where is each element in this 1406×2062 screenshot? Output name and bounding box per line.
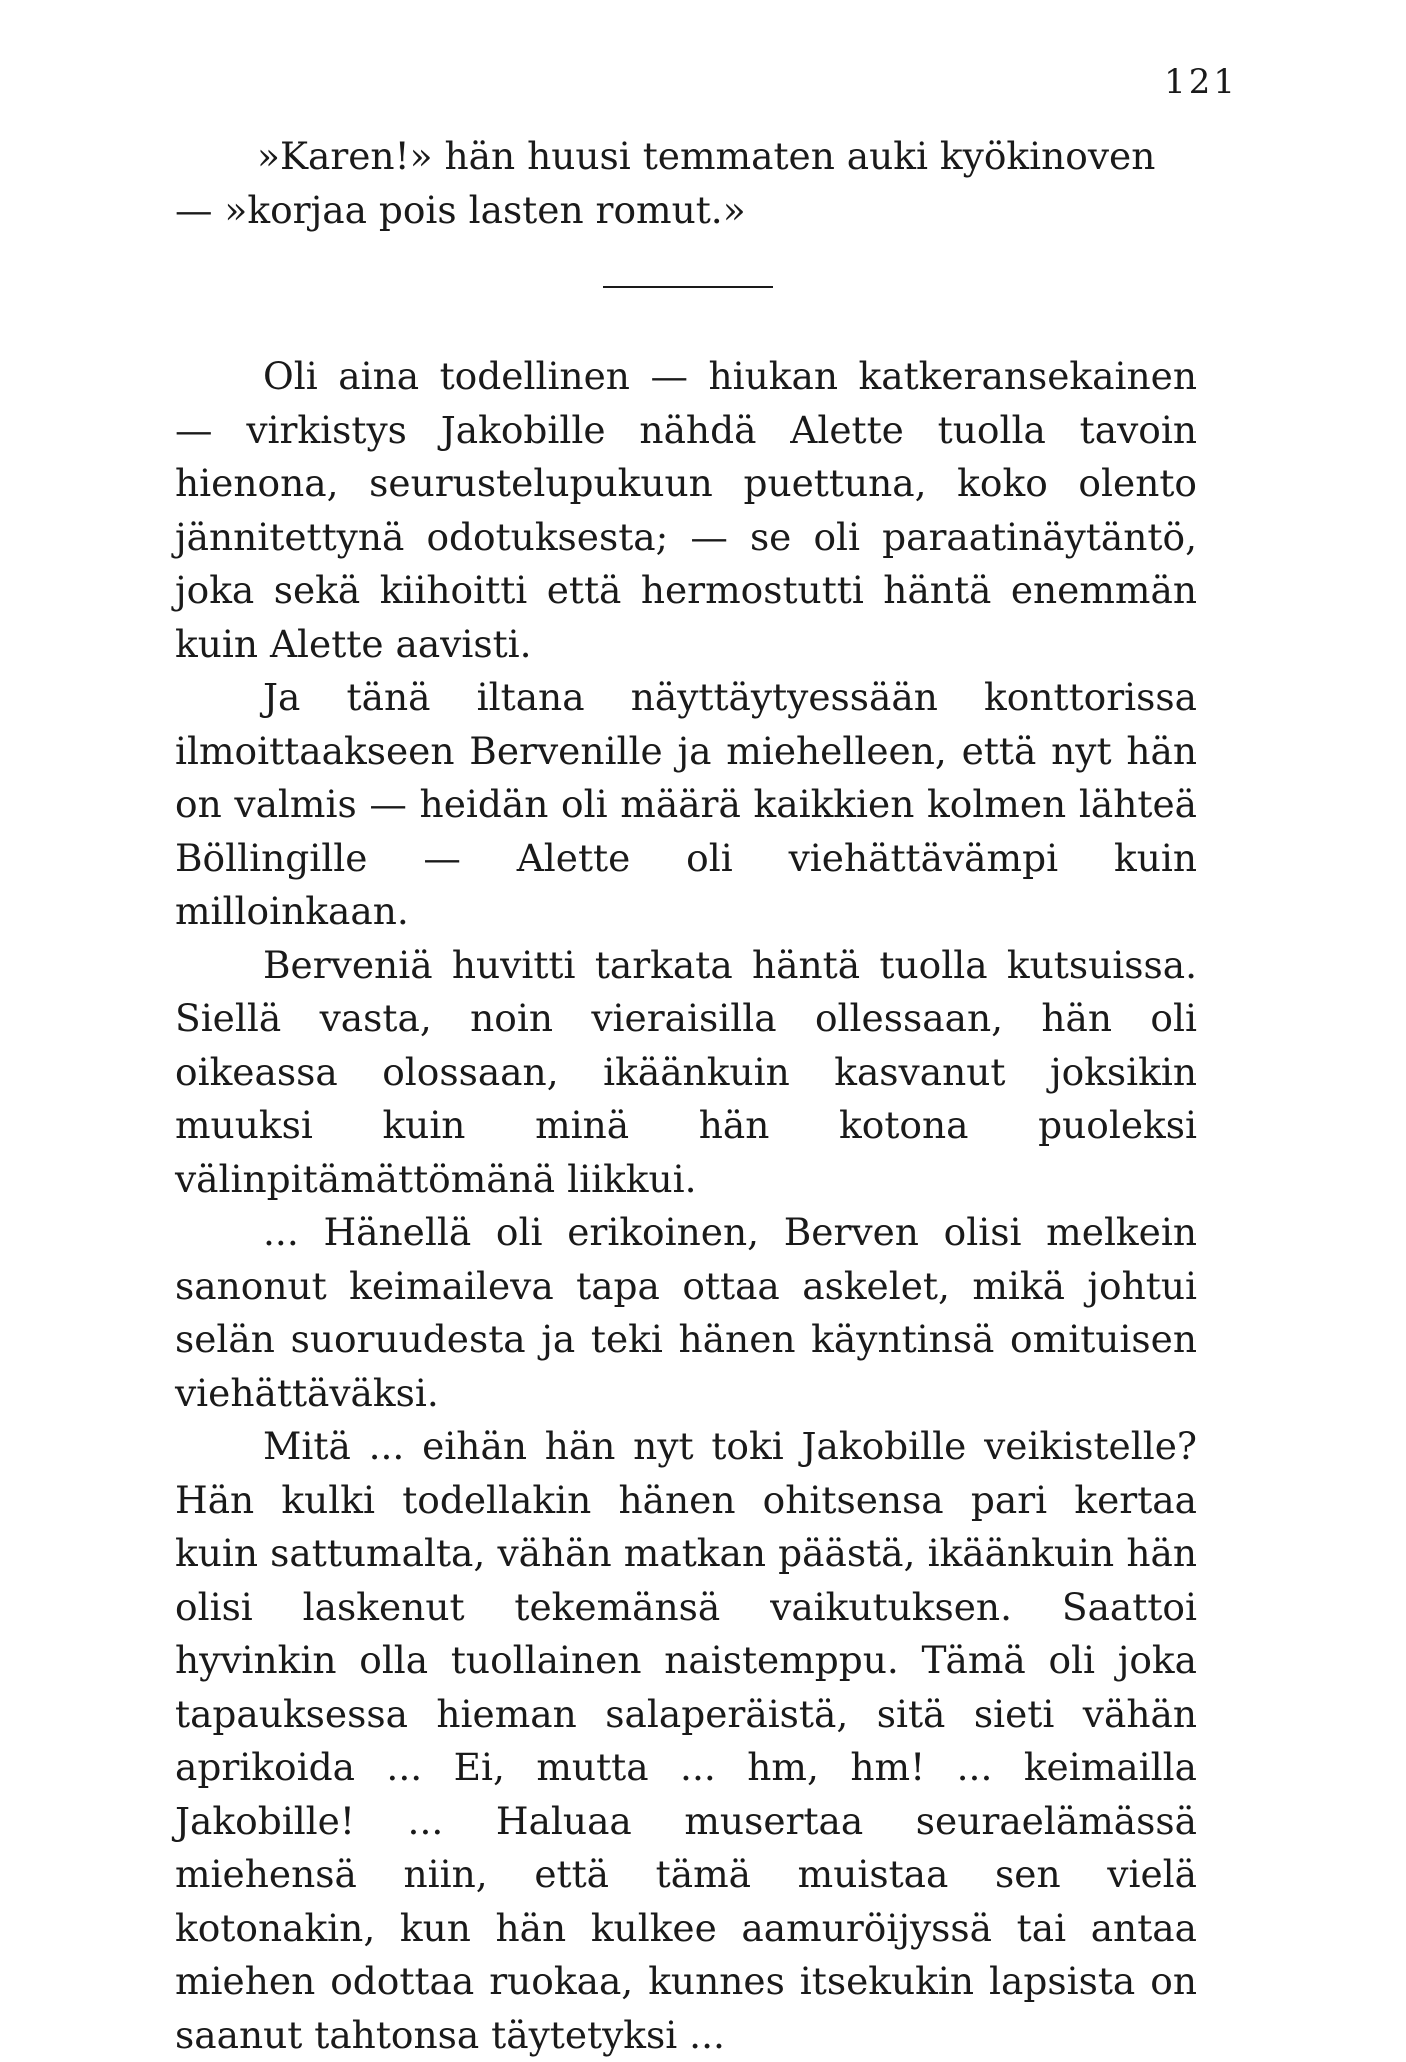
body-text (175, 350, 1197, 2062)
section-divider (603, 286, 773, 288)
paragraph: Mitä ... eihän hän nyt toki Jakobille veikistelle? Hän kulki todellakin hänen ohitsensa pari kertaa kuin sattumalta, vähän matkan päästä, ikäänkuin hän olisi laskenut tekemänsä vaikutuksen. Saattoi hyvinkin olla tuollainen naistemppu. Tämä oli joka tapauksessa hieman salaperäistä, sitä sieti vähän aprikoida ... Ei, mutta ... hm, hm! ... keimailla Jakobille! ... Haluaa musertaa seuraelämässä miehensä niin, että tämä muistaa sen vielä kotonakin, kun hän kulkee aamuröijyssä tai antaa miehen odottaa ruokaa, kunnes itsekukin lapsista on saanut tahtonsa täytetyksi ... (175, 1424, 1197, 2057)
intro-line-1: »Karen!» hän huusi temmaten auki kyökinoven (257, 134, 1156, 178)
paragraph: Oli aina todellinen — hiukan katkeransekainen — virkistys Jakobille nähdä Alette tuolla tavoin hienona, seurustelupukuun puettuna, koko olento jännitettynä odotuksesta; — se oli paraatinäytäntö, joka sekä kiihoitti että hermostutti häntä enemmän kuin Alette aavisti. (175, 354, 1197, 666)
paragraph: Berveniä huvitti tarkata häntä tuolla kutsuissa. Siellä vasta, noin vieraisilla ollessaan, hän oli oikeassa olossaan, ikäänkuin kasvanut joksikin muuksi kuin minä hän kotona puoleksi välinpitämättömänä liikkui. (175, 942, 1197, 1201)
paragraph: Ja tänä iltana näyttäytyessään konttorissa ilmoittaakseen Bervenille ja miehelleen, että nyt hän on valmis — heidän oli määrä kaikkien kolmen lähteä Böllingille — Alette oli viehättävämpi kuin milloinkaan. (175, 675, 1197, 933)
intro-line-2: — »korjaa pois lasten romut.» (175, 187, 746, 232)
intro-dialogue (175, 130, 1197, 237)
page-number: 121 (1164, 62, 1238, 102)
paragraph: ... Hänellä oli erikoinen, Berven olisi melkein sanonut keimaileva tapa ottaa askelet, mikä johtui selän suoruudesta ja teki hänen käyntinsä omituisen viehättäväksi. (175, 1210, 1197, 1415)
